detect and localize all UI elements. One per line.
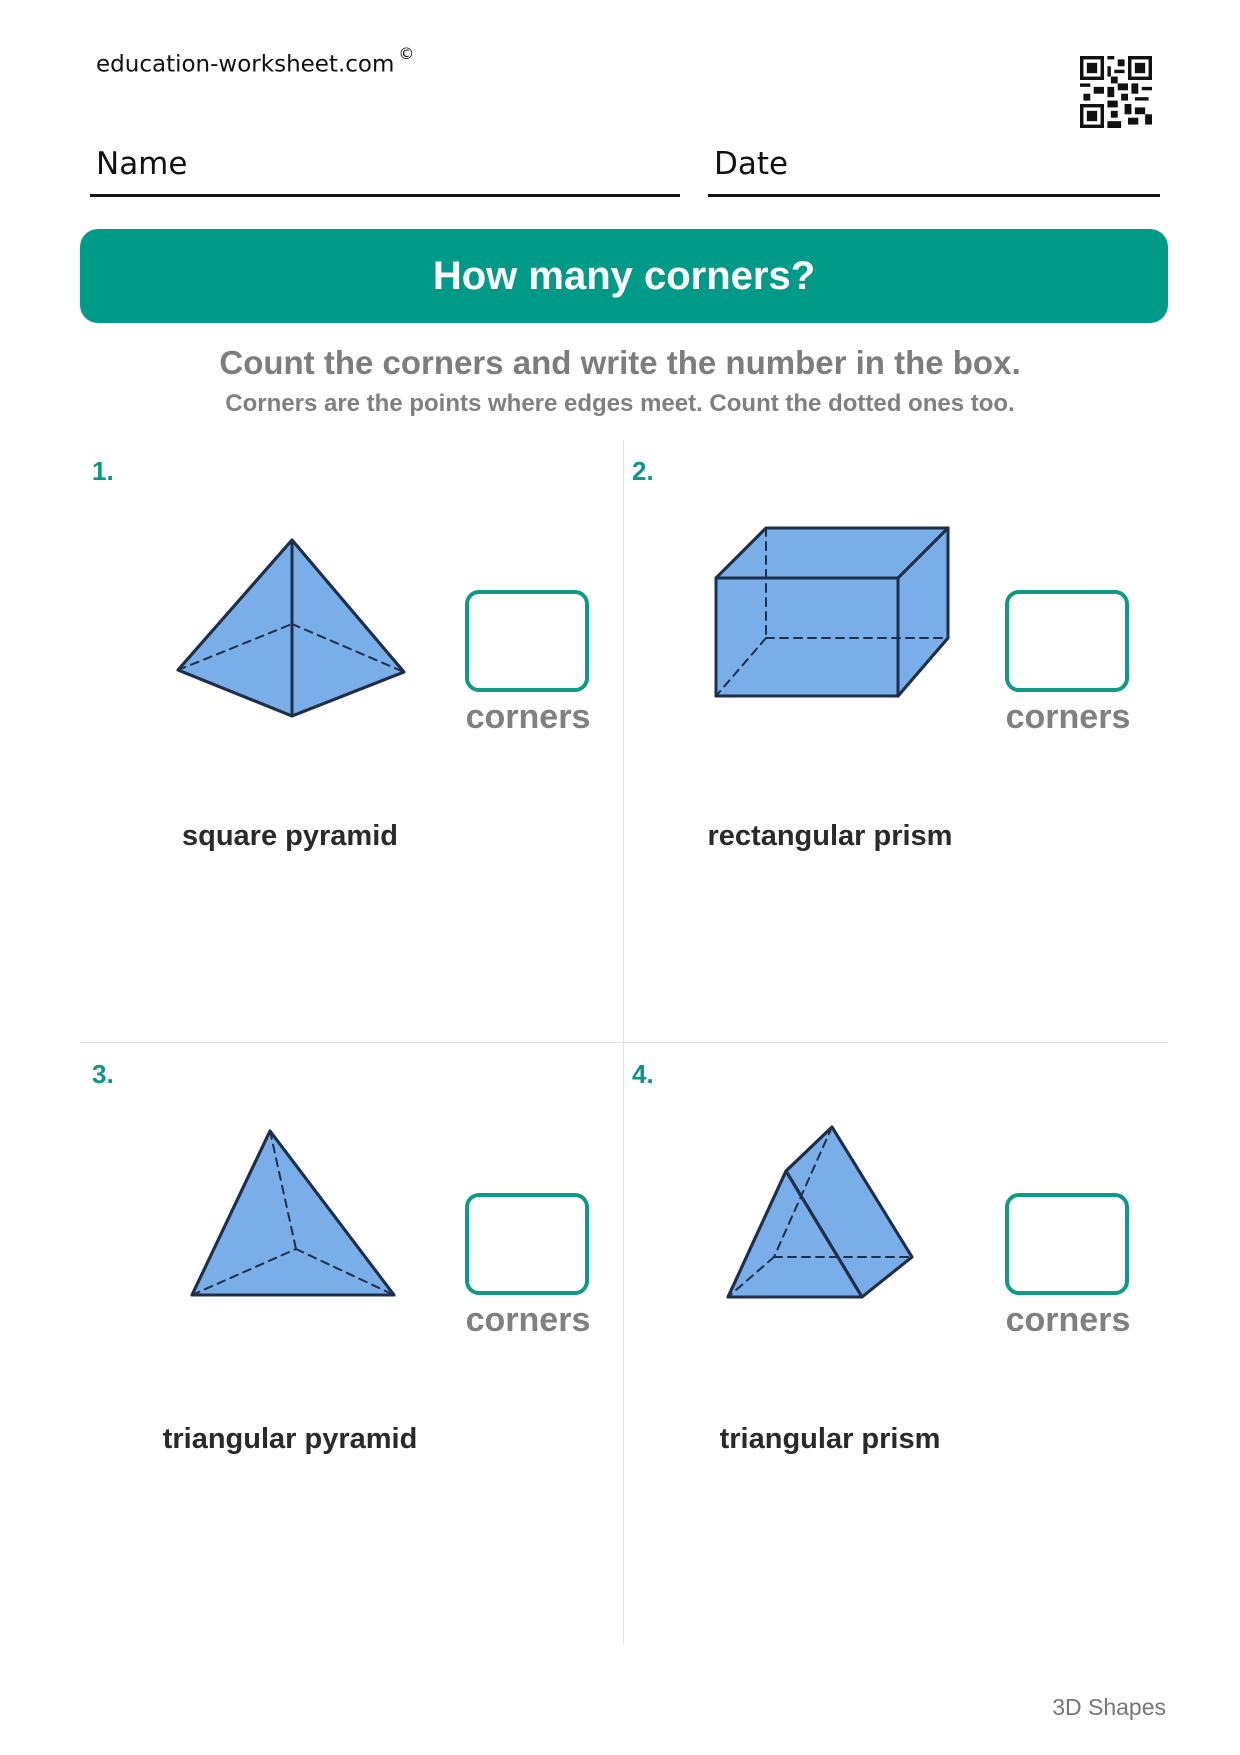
- shape-name: rectangular prism: [707, 820, 953, 852]
- date-field[interactable]: [708, 142, 1160, 197]
- problem-number: 1.: [92, 456, 114, 486]
- site-name: [96, 44, 415, 78]
- triangular-pyramid-icon: [160, 1123, 420, 1363]
- problem-number: 3.: [92, 1059, 114, 1089]
- copyright-mark: ©: [398, 44, 415, 63]
- qr-code-icon: [1080, 56, 1152, 128]
- name-field[interactable]: [90, 142, 680, 197]
- footer-label: 3D Shapes: [1052, 1694, 1166, 1720]
- problem-card: [80, 1043, 620, 1643]
- triangular-prism-icon: [700, 1123, 960, 1363]
- unit-label: corners: [465, 1301, 591, 1339]
- unit-label: corners: [1005, 698, 1131, 736]
- square-pyramid-icon: [160, 520, 420, 760]
- date-label: Date: [714, 146, 789, 182]
- title-banner: [80, 229, 1168, 323]
- answer-box[interactable]: [465, 1193, 589, 1295]
- problem-number: 2.: [632, 456, 654, 486]
- unit-label: corners: [465, 698, 591, 736]
- site-text: education-worksheet.com: [96, 51, 395, 78]
- shape-name: triangular prism: [719, 1423, 941, 1455]
- instruction-main: Count the corners and write the number in the box.: [219, 344, 1021, 381]
- shape-name: triangular pyramid: [162, 1423, 418, 1455]
- problem-number: 4.: [632, 1059, 654, 1089]
- rectangular-prism-icon: [700, 520, 960, 760]
- problem-card: [620, 440, 1160, 1040]
- answer-box[interactable]: [1005, 590, 1129, 692]
- unit-label: corners: [1005, 1301, 1131, 1339]
- problem-card: [80, 440, 620, 1040]
- shape-name: square pyramid: [182, 820, 398, 852]
- page-title: How many corners?: [432, 253, 816, 298]
- answer-box[interactable]: [1005, 1193, 1129, 1295]
- problem-card: [620, 1043, 1160, 1643]
- instruction-sub: Corners are the points where edges meet. Count the dotted ones too.: [225, 390, 1015, 417]
- answer-box[interactable]: [465, 590, 589, 692]
- name-label: Name: [96, 146, 188, 182]
